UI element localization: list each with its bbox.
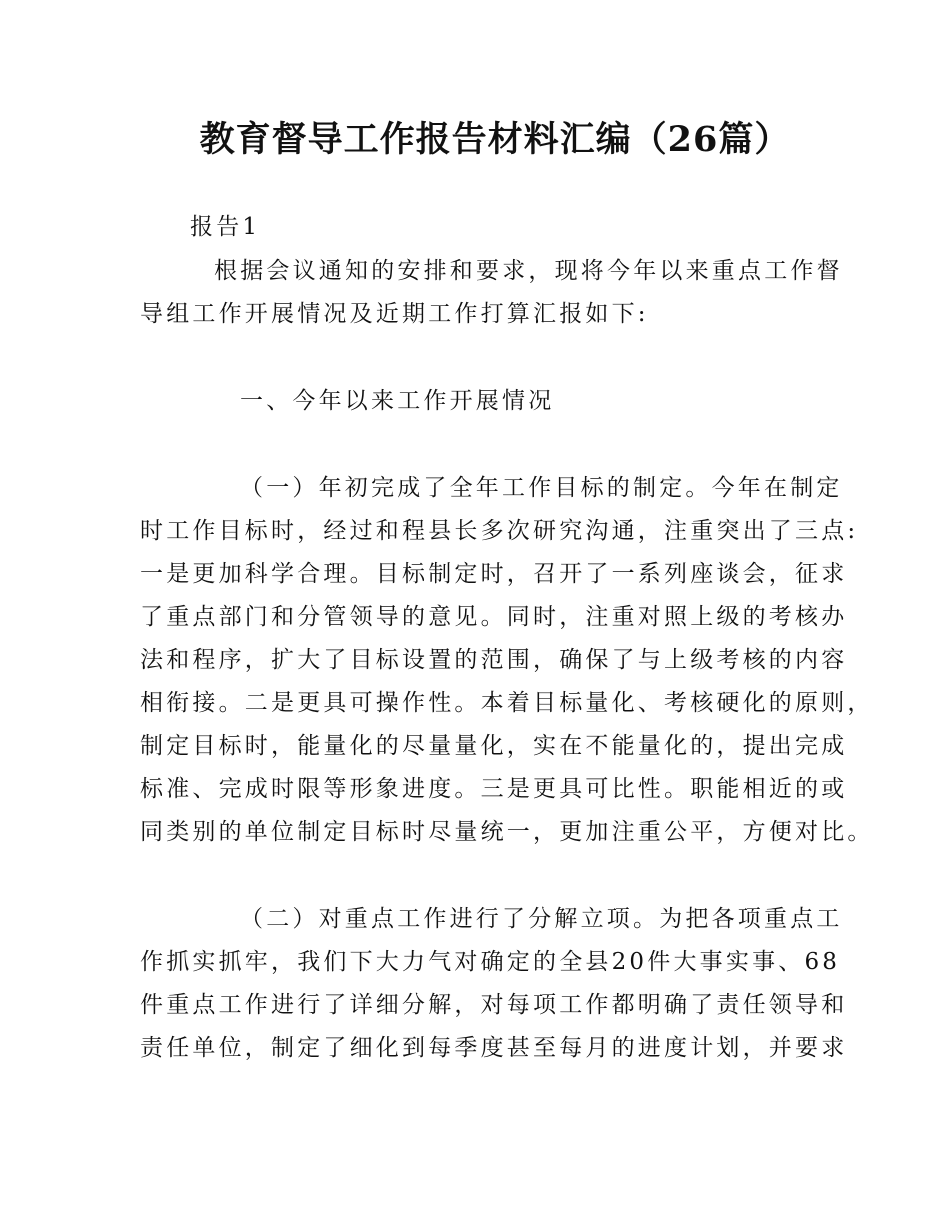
report-heading: 报告1 [190,214,261,240]
document-title: 教育督导工作报告材料汇编（26篇） [199,119,791,160]
intro-line-1: 根据会议通知的安排和要求，现将今年以来重点工作督 [214,258,843,284]
para1-line-8: 标准、完成时限等形象进度。三是更具可比性。职能相近的或 [140,776,848,802]
para1-line-4: 了重点部门和分管领导的意见。同时，注重对照上级的考核办 [140,604,848,630]
para1-line-1: （一）年初完成了全年工作目标的制定。今年在制定 [240,475,843,501]
para1-line-7: 制定目标时，能量化的尽量量化，实在不能量化的，提出完成 [140,733,848,759]
para2-line-3: 件重点工作进行了详细分解，对每项工作都明确了责任领导和 [140,992,848,1018]
para2-line-4: 责任单位，制定了细化到每季度甚至每月的进度计划，并要求 [140,1035,848,1061]
section-heading-1: 一、今年以来工作开展情况 [240,388,555,414]
para2-line-1: （二）对重点工作进行了分解立项。为把各项重点工 [240,906,843,932]
para1-line-2: 时工作目标时，经过和程县长多次研究沟通，注重突出了三点: [140,518,859,544]
para1-line-6: 相衔接。二是更具可操作性。本着目标量化、考核硬化的原则， [140,690,874,716]
para1-line-5: 法和程序，扩大了目标设置的范围，确保了与上级考核的内容 [140,647,848,673]
para1-line-3: 一是更加科学合理。目标制定时，召开了一系列座谈会，征求 [140,561,848,587]
intro-line-2: 导组工作开展情况及近期工作打算汇报如下: [140,301,649,327]
para2-line-2: 作抓实抓牢，我们下大力气对确定的全县20件大事实事、68 [140,949,841,975]
para1-line-9: 同类别的单位制定目标时尽量统一，更加注重公平，方便对比。 [140,819,874,845]
